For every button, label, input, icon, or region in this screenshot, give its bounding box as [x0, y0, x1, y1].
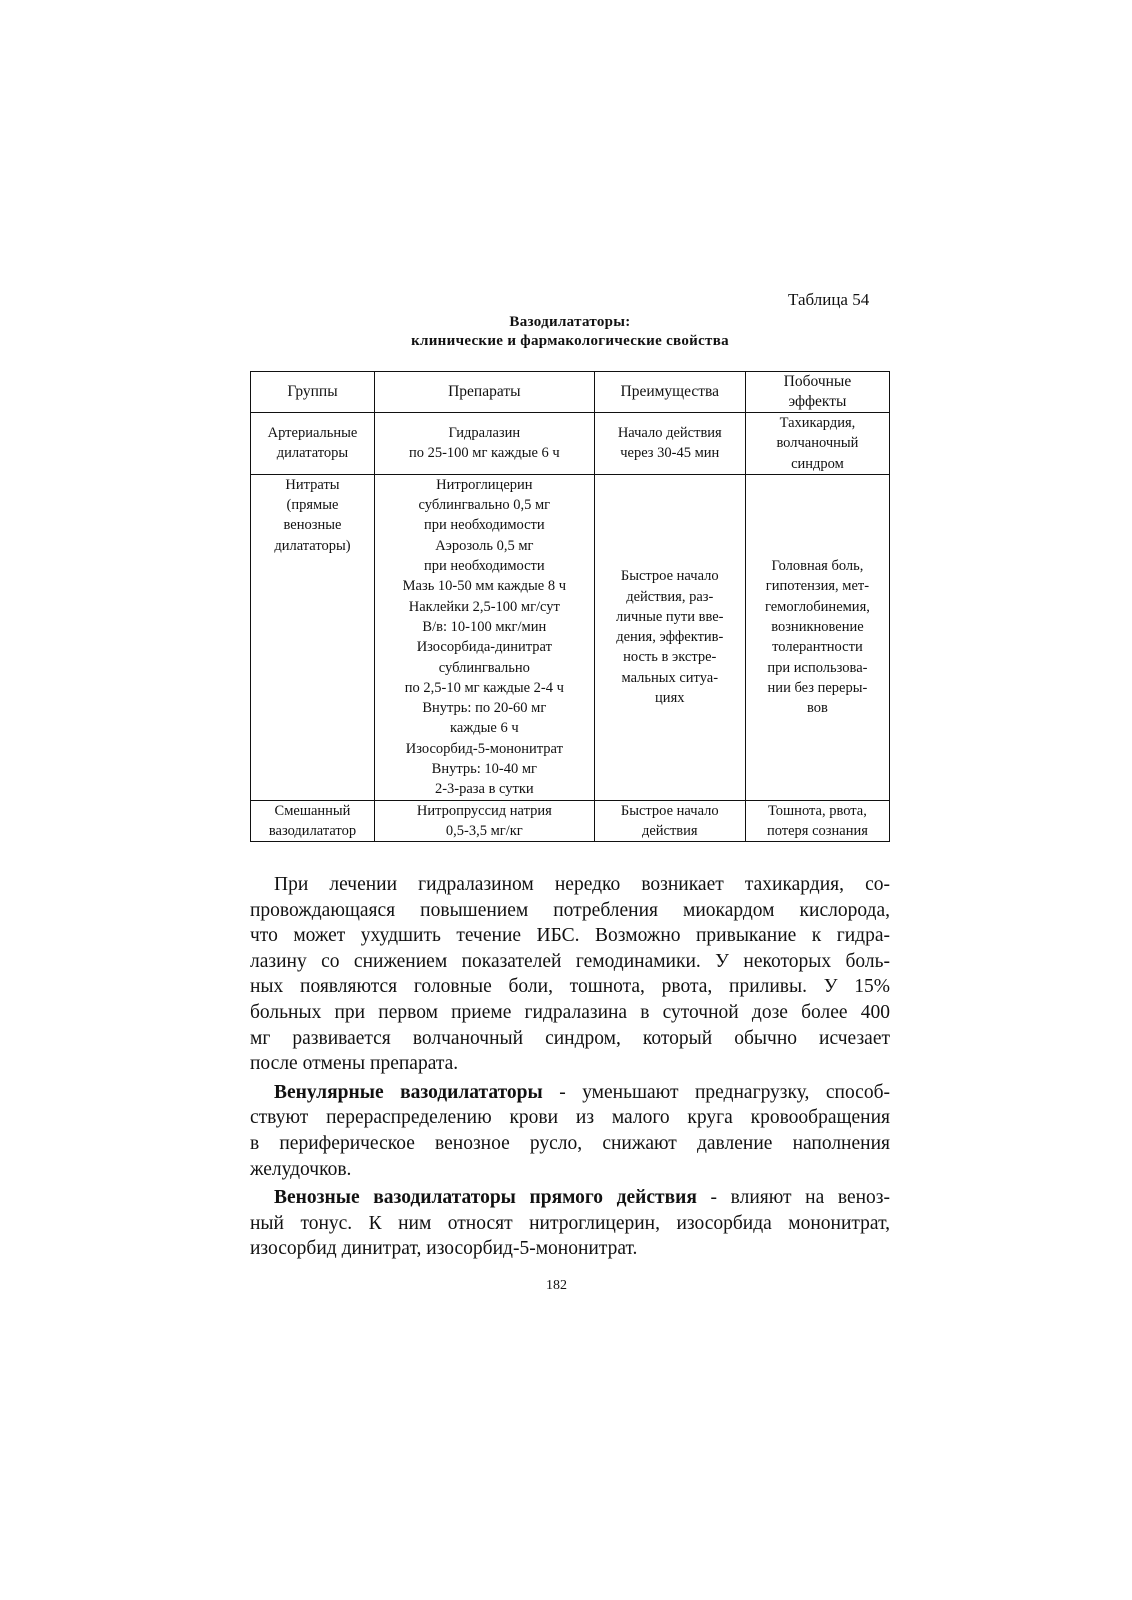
paragraph-venous: Венозные вазодилататоры прямого действия - влияют на веноз- ный тонус. К ним относят нитроглицерин, изосорбида мононитрат, изосорбид динитрат, изосорбид-5-мононитрат. — [250, 1187, 890, 1260]
cell-side-effects: Тахикардия, волчаночный синдром — [745, 413, 889, 475]
vasodilators-table — [250, 371, 890, 842]
venous-heading: Венозные вазодилататоры прямого действия — [274, 1187, 697, 1209]
table-header-row — [251, 372, 890, 413]
table-title-line1: Вазодилататоры: — [509, 314, 631, 330]
cell-advantages: Начало действия через 30-45 мин — [594, 413, 745, 475]
paragraph-venular: Венулярные вазодилататоры - уменьшают преднагрузку, способ- ствуют перераспределению крови из малого круга кровообращения в периферическое венозное русло, снижают давление наполнения желудочков. — [250, 1081, 890, 1180]
header-groups: Группы — [251, 372, 375, 413]
cell-drugs: Нитропруссид натрия 0,5-3,5 мг/кг — [374, 800, 594, 842]
venular-heading: Венулярные вазодилататоры — [274, 1081, 543, 1103]
cell-group: Нитраты (прямые венозные дилататоры) — [251, 474, 375, 800]
table-row — [251, 474, 890, 800]
cell-advantages: Быстрое начало действия, раз- личные пути вве- дения, эффектив- ность в экстре- мальных ситуа- циях — [594, 474, 745, 800]
header-drugs: Препараты — [374, 372, 594, 413]
header-side-effects: Побочные эффекты — [745, 372, 889, 413]
table-label: Таблица 54 — [788, 290, 870, 309]
cell-group: Смешанный вазодилататор — [251, 800, 375, 842]
table-row — [251, 800, 890, 842]
cell-drugs: Гидралазин по 25-100 мг каждые 6 ч — [374, 413, 594, 475]
cell-group: Артериальные дилататоры — [251, 413, 375, 475]
cell-side-effects: Тошнота, рвота, потеря сознания — [745, 800, 889, 842]
header-advantages: Преимущества — [594, 372, 745, 413]
page-number: 182 — [546, 1278, 567, 1293]
paragraph-hydralazine: При лечении гидралазином нередко возникает тахикардия, со- провождающаяся повышением потребления миокардом кислорода, что может ухудшить течение ИБС. Возможно привыкание к гидра- лазину со снижением показателей гемодинамики. У некоторых боль- ных появляются головные боли, тошнота, рвота, приливы. У 15% больных при первом приеме гидралазина в суточной дозе более 400 мг развивается волчаночный синдром, который обычно исчезает после отмены препарата. — [250, 874, 890, 1075]
body-text — [250, 872, 890, 1262]
table-row — [251, 413, 890, 475]
cell-advantages: Быстрое начало действия — [594, 800, 745, 842]
table-title-line2: клинические и фармакологические свойства — [411, 333, 729, 349]
cell-side-effects: Головная боль, гипотензия, мет- гемоглобинемия, возникновение толерантности при использова- нии без переры- вов — [745, 474, 889, 800]
cell-drugs: Нитроглицерин сублингвально 0,5 мг при необходимости Аэрозоль 0,5 мг при необходимости Мазь 10-50 мм каждые 8 ч Наклейки 2,5-100 мг/сут В/в: 10-100 мкг/мин Изосорбида-динитрат сублингвально по 2,5-10 мг каждые 2-4 ч Внутрь: по 20-60 мг каждые 6 ч Изосорбид-5-мононитрат Внутрь: 10-40 мг 2-3-раза в сутки — [374, 474, 594, 800]
